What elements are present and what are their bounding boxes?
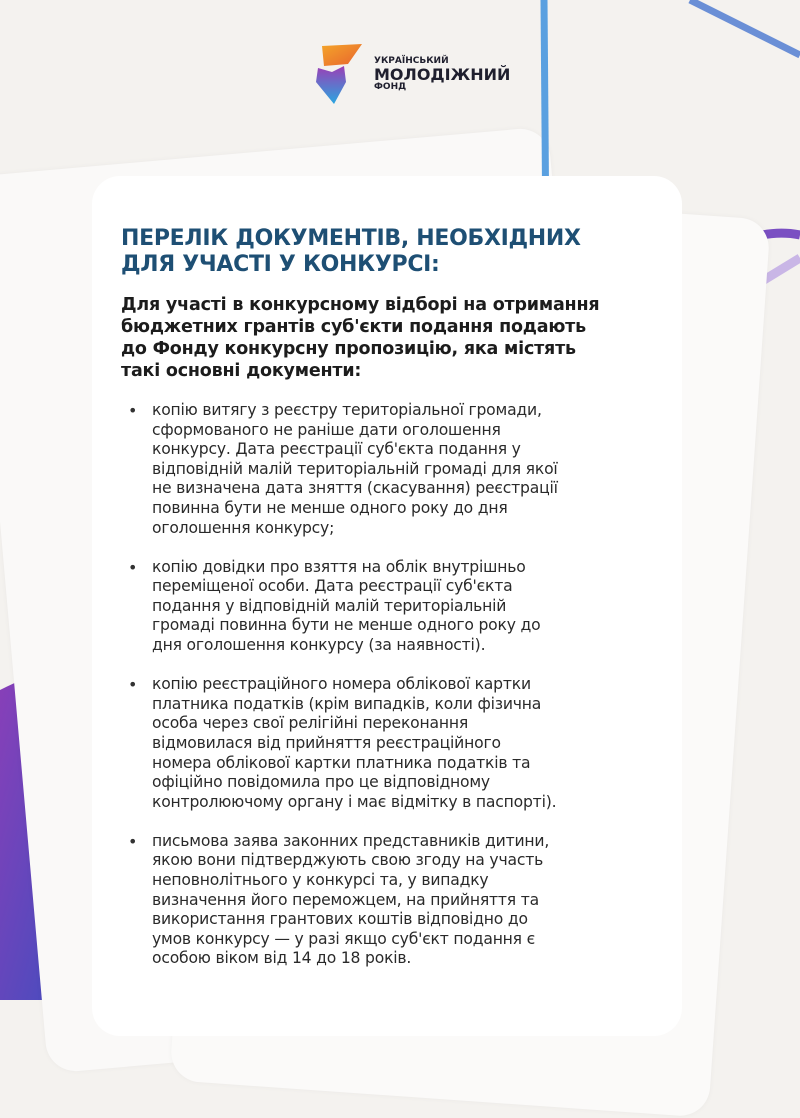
- bullet-icon: •: [128, 401, 138, 420]
- document-list: [128, 401, 558, 988]
- bullet-icon: •: [128, 675, 138, 695]
- blue-line-top-right: [690, 0, 800, 55]
- logo-text-line1: УКРАЇНСЬКИЙ: [374, 56, 449, 67]
- bullet-icon: •: [128, 557, 138, 577]
- logo-text-line2: МОЛОДІЖНИЙ: [374, 64, 511, 84]
- logo-text-line3: ФОНД: [374, 82, 407, 93]
- list-item: [128, 675, 558, 812]
- list-item-text: письмова заява законних представників дитини, якою вони підтверджують свою згоду на участь неповнолітнього у конкурсі та, у випадку визначення його переможцем, на прийняття та використання грантових коштів відповідно до умов конкурсу — у разі якщо суб'єкт подання є особою віком від 14 до 18 років.: [152, 831, 550, 968]
- list-item-text: копію витягу з реєстру територіальної громади, сформованого не раніше дати оголошення конкурсу. Дата реєстрації суб'єкта подання у відповідній малій територіальній громаді для якої не визначена дата зняття (скасування) реєстрації повинна бути не менше одного року до дня оголошення конкурсу;: [152, 401, 558, 537]
- list-item: [128, 558, 558, 656]
- list-item-text: копію довідки про взяття на облік внутрішньо переміщеної особи. Дата реєстрації суб'єкта подання у відповідній малій територіальній громаді повинна бути не менше одного року до дня оголошення конкурсу (за наявності).: [152, 557, 541, 655]
- page-title: ПЕРЕЛІК ДОКУМЕНТІВ, НЕОБХІДНИХ ДЛЯ УЧАСТІ У КОНКУРСІ:: [121, 226, 581, 277]
- logo: [310, 42, 510, 108]
- list-item: [128, 401, 558, 538]
- list-item: [128, 832, 558, 969]
- intro-paragraph: Для участі в конкурсному відборі на отримання бюджетних грантів суб'єкти подання подають до Фонду конкурсну пропозицію, яка містять такі основні документи:: [121, 295, 600, 381]
- list-item-text: копію реєстраційного номера облікової картки платника податків (крім випадків, коли фізична особа через свої релігійні переконання відмовилася від прийняття реєстраційного номера облікової картки платника податків та офіційно повідомила про це відповідному контролюючому органу і має відмітку в паспорті).: [152, 675, 557, 811]
- logo-icon: [310, 42, 366, 108]
- bullet-icon: •: [128, 831, 138, 851]
